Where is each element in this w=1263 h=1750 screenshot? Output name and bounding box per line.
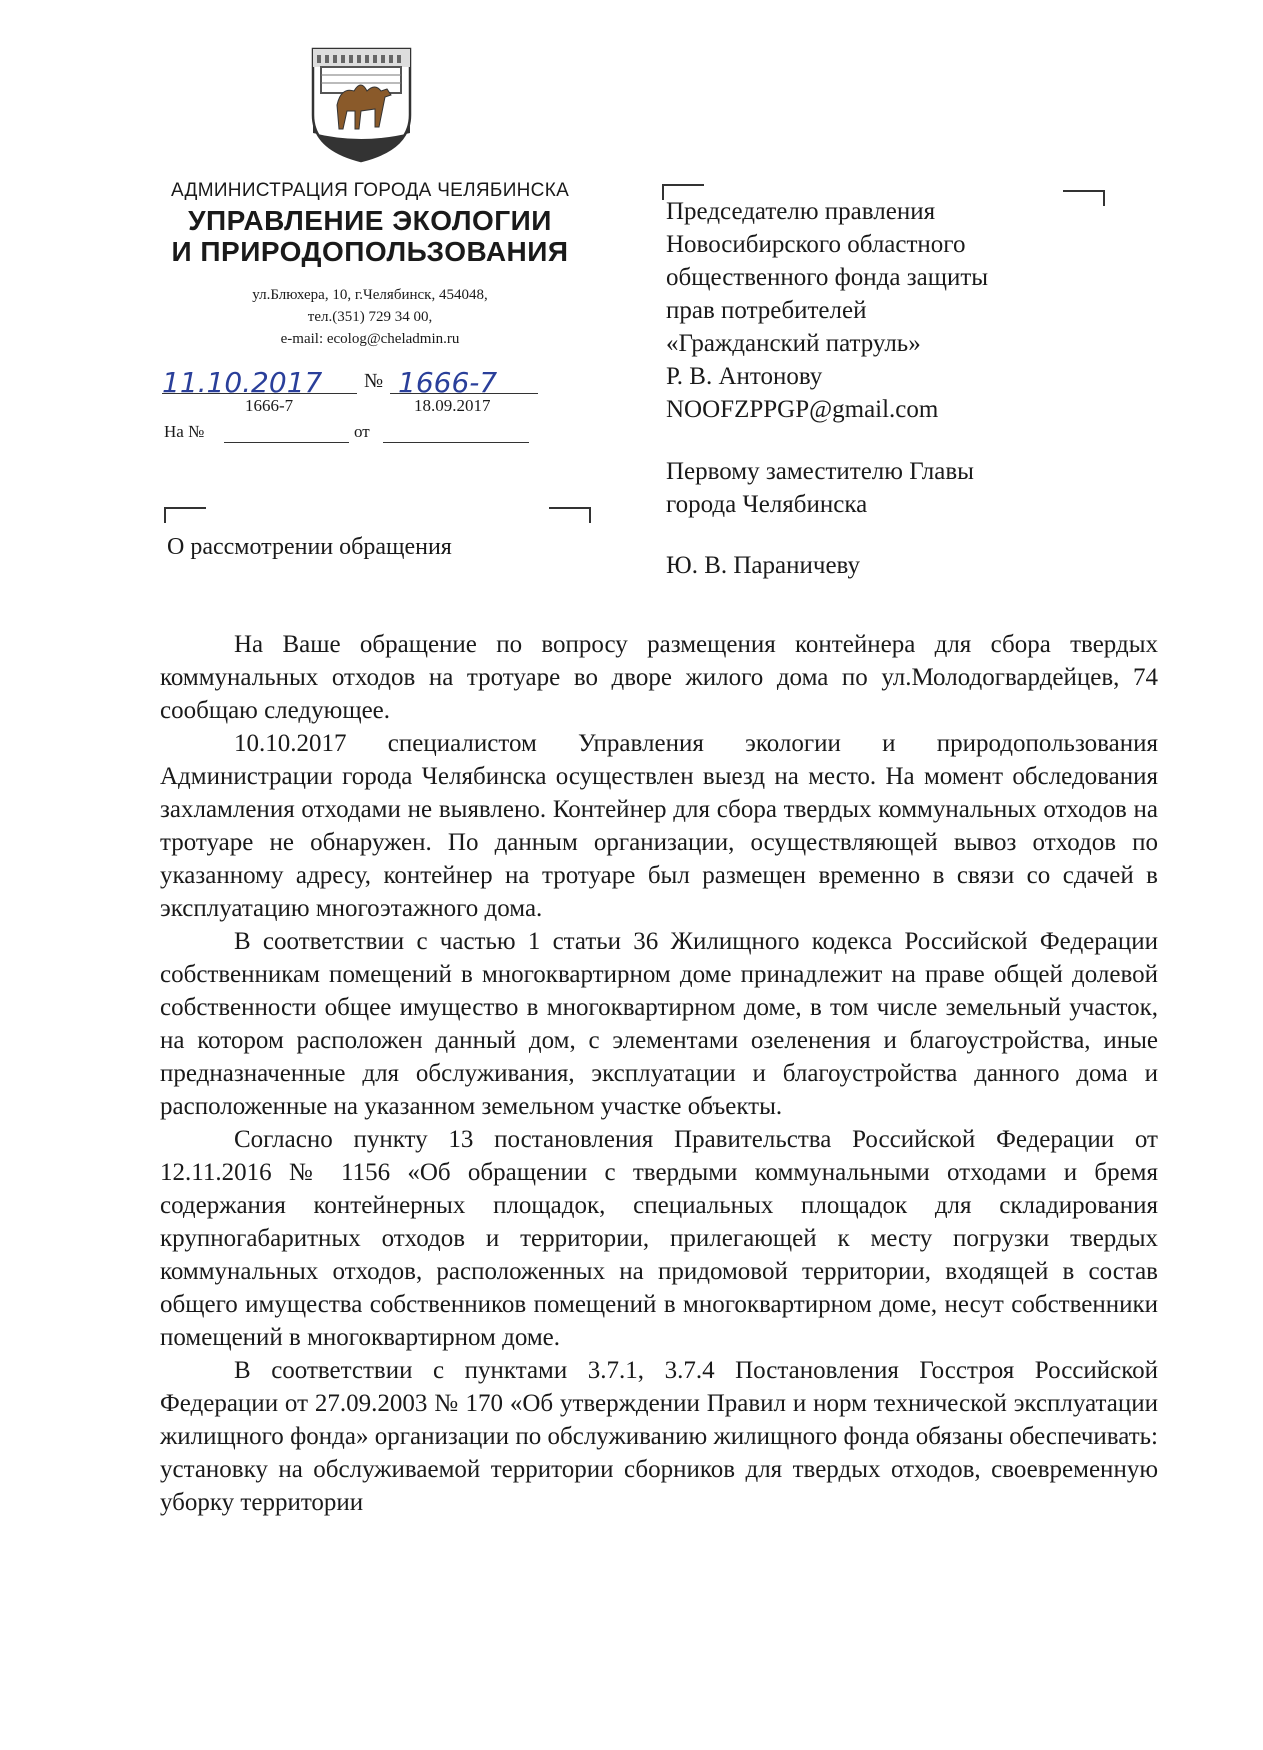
recipient-line: города Челябинска bbox=[666, 491, 868, 518]
stamp-date: 18.09.2017 bbox=[414, 396, 491, 415]
recipient-line: Новосибирского областного bbox=[666, 231, 966, 258]
recipient-email: NOOFZPPGP@gmail.com bbox=[666, 396, 939, 423]
body-paragraph: 10.10.2017 специалистом Управления экологии и природопользования Администрации города Челябинска осуществлен выезд на место. На момент обследования захламления отходами не выявлено. Контейнер для сбора твердых коммунальных отходов на тротуаре не обнаружен. По данным организации, осуществляющей вывоз отходов по указанному адресу, контейнер на тротуаре был размещен временно в связи со сдачей в эксплуатацию многоэтажного дома. bbox=[160, 730, 1158, 922]
recipient-line: Р. В. Антонову bbox=[666, 363, 823, 390]
recipient-block bbox=[666, 195, 988, 426]
letter-body bbox=[160, 628, 1158, 1519]
stamp-number: 1666-7 bbox=[245, 396, 294, 415]
recipient-line: Председателю правления bbox=[666, 198, 936, 225]
contact-block bbox=[150, 284, 590, 350]
number-underline bbox=[390, 393, 538, 394]
subject-corner-right bbox=[549, 507, 591, 523]
date-underline bbox=[162, 393, 357, 394]
phone: тел.(351) 729 34 00, bbox=[307, 309, 433, 325]
body-paragraph: В соответствии с пунктами 3.7.1, 3.7.4 Постановления Госстроя Российской Федерации от 27.09.2003 № 170 «Об утверждении Правил и норм технической эксплуатации жилищного фонда» организации по обслуживанию жилищного фонда обязаны обеспечивать: установку на обслуживаемой территории сборников для твердых отходов, своевременную уборку территории bbox=[160, 1357, 1158, 1516]
department-name bbox=[150, 205, 590, 267]
recipient-line: прав потребителей bbox=[666, 297, 867, 324]
department-line-2: И ПРИРОДОПОЛЬЗОВАНИЯ bbox=[171, 236, 569, 267]
handwritten-date: 11.10.2017 bbox=[162, 366, 323, 399]
ref-label: На № bbox=[164, 422, 205, 441]
recipient-line: общественного фонда защиты bbox=[666, 264, 989, 291]
body-paragraph: На Ваше обращение по вопросу размещения контейнера для сбора твердых коммунальных отходов на тротуаре во дворе жилого дома по ул.Молодогвардейцев, 74 сообщаю следующее. bbox=[160, 631, 1158, 724]
recipient-corner-right bbox=[1063, 190, 1105, 206]
body-paragraph: Согласно пункту 13 постановления Правительства Российской Федерации от 12.11.2016 № 1156 «Об обращении с твердыми коммунальными отходами и бремя содержания контейнерных площадок, специальных площадок для складирования крупногабаритных отходов и территории, прилегающей к месту погрузки твердых коммунальных отходов, расположенных на придомовой территории, входящей в состав общего имущества собственников помещений в многоквартирном доме, несут собственники помещений в многоквартирном доме. bbox=[160, 1126, 1158, 1351]
recipient-line: «Гражданский патруль» bbox=[666, 330, 921, 357]
handwritten-number: 1666-7 bbox=[398, 366, 498, 399]
subject-corner-left bbox=[164, 507, 206, 523]
second-recipient-block bbox=[666, 455, 974, 521]
email: e-mail: ecolog@cheladmin.ru bbox=[280, 331, 460, 347]
address: ул.Блюхера, 10, г.Челябинск, 454048, bbox=[252, 287, 488, 303]
department-line-1: УПРАВЛЕНИЕ ЭКОЛОГИИ bbox=[188, 205, 552, 236]
number-label: № bbox=[364, 370, 384, 392]
from-label: от bbox=[354, 422, 370, 441]
coat-of-arms-emblem bbox=[309, 45, 414, 163]
subject-line: О рассмотрении обращения bbox=[167, 534, 452, 560]
body-paragraph: В соответствии с частью 1 статьи 36 Жилищного кодекса Российской Федерации собственникам помещений в многоквартирном доме принадлежит на праве общей долевой собственности общее имущество в многоквартирном доме, в том числе земельный участок, на котором расположен данный дом, с элементами озеленения и благоустройства, иные предназначенные для обслуживания, эксплуатации и благоустройства данного дома и расположенные на указанном земельном участке объекты. bbox=[160, 928, 1158, 1120]
admin-name: АДМИНИСТРАЦИЯ ГОРОДА ЧЕЛЯБИНСКА bbox=[170, 180, 570, 201]
recipient-line: Первому заместителю Главы bbox=[666, 458, 974, 485]
from-underline bbox=[383, 442, 529, 443]
second-recipient-name: Ю. В. Параничеву bbox=[666, 552, 860, 579]
ref-underline bbox=[224, 442, 349, 443]
